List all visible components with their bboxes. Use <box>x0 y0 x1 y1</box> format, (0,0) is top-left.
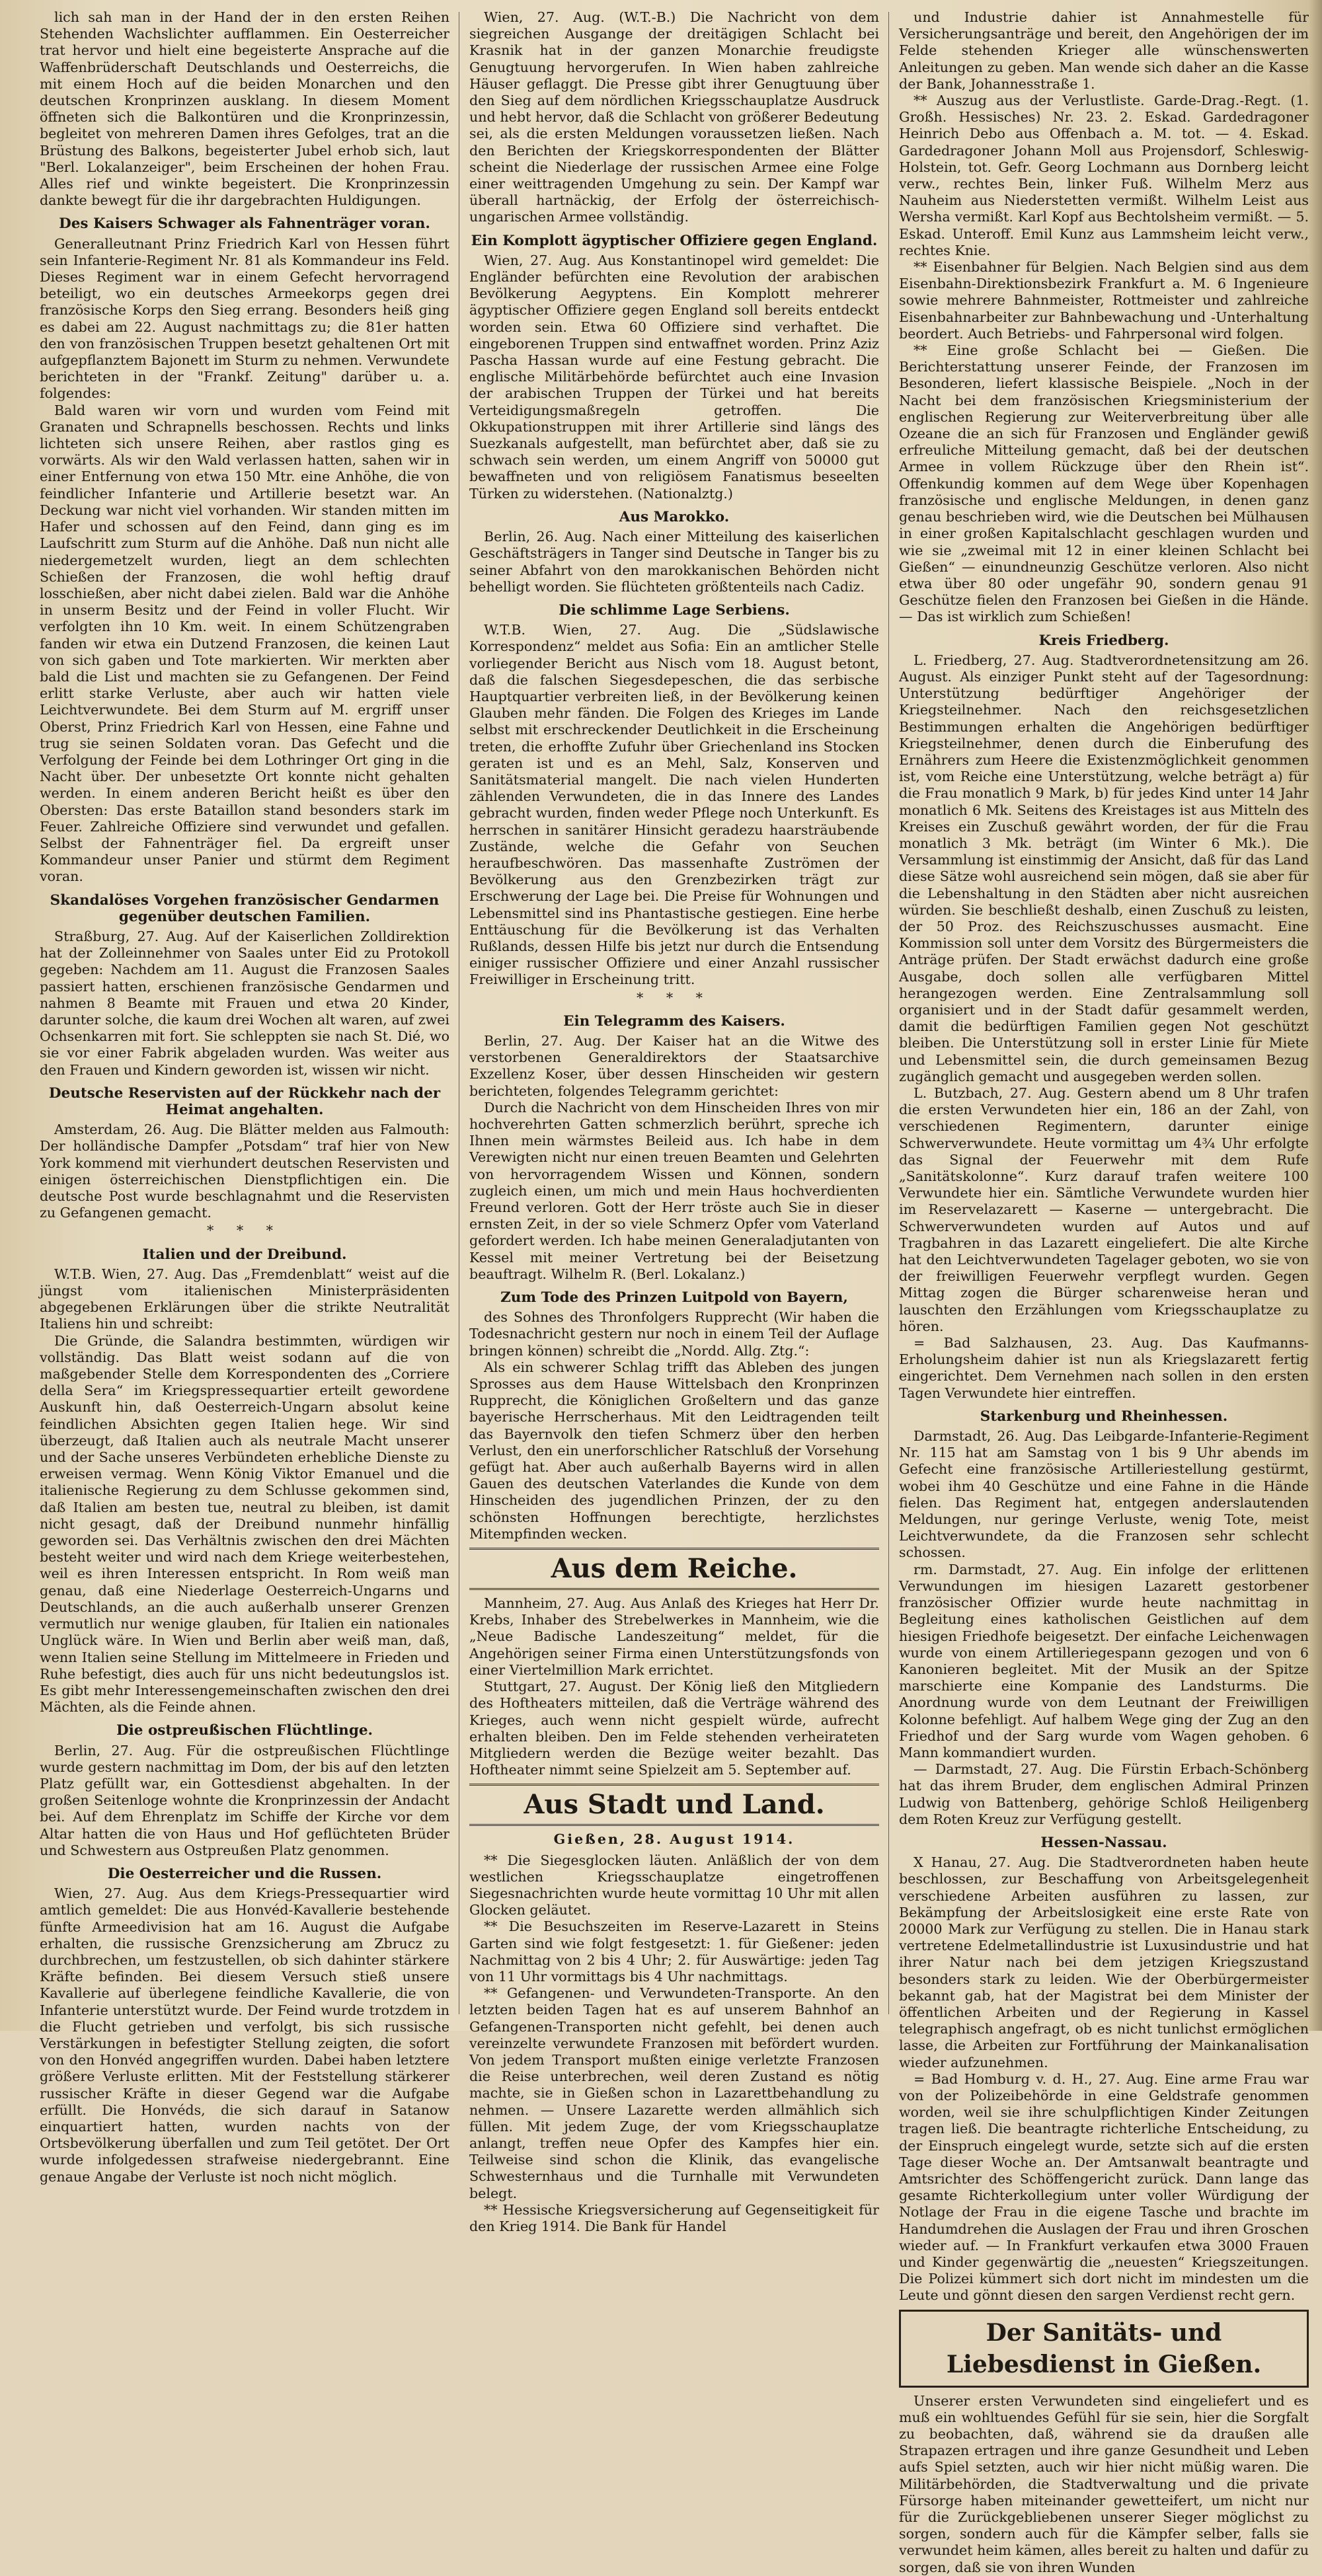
article-headline: Starkenburg und Rheinhessen. <box>980 1408 1228 1425</box>
article-paragraph: W.T.B. Wien, 27. Aug. Das „Fremdenblatt“ weist auf die jüngst vom italienischen Ministerpräsidenten abgegebenen Erklärungen über die strikte Neutralität Italiens hin und schreibt: <box>40 1266 449 1332</box>
article-headline: Aus Marokko. <box>619 508 730 525</box>
article-paragraph: ** Gefangenen- und Verwundeten-Transporte. An den letzten beiden Tagen hat es auf unserem Bahnhof an Gefangenen-Transporten nicht gefehlt, bei denen auch vereinzelte verwundete Franzosen mit befördert wurden. Von jedem Transport mußten einige verletzte Franzosen die Reise unterbrechen, weil deren Zustand es nötig machte, sie in Gießen schon in Lazarettbehandlung zu nehmen. — Unsere Lazarette werden allmählich sich füllen. Mit jedem Zuge, der vom Kriegsschauplatze anlangt, treffen neue Opfer des Kampfes hier ein. Teilweise sind schon die Klinik, das evangelische Schwesternhaus und die Turnhalle mit Verwundeten belegt. <box>469 1985 879 2201</box>
article-headline: Zum Tode des Prinzen Luitpold von Bayern, <box>500 1289 848 1307</box>
article-paragraph: Wien, 27. Aug. (W.T.-B.) Die Nachricht von dem siegreichen Ausgange der dreitägigen Schlacht bei Krasnik hat in der ganzen Monarchie freudigste Genugtuung hervorgerufen. In Wien haben zahlreiche Häuser geflaggt. Die Presse gibt ihrer Genugtuung über den Sieg auf dem nördlichen Kriegsschauplatze Ausdruck und hebt hervor, daß die Schlacht von größerer Bedeutung sei, als die ersten Meldungen voraussetzen ließen. Nach den Berichten der Kriegskorrespondenten der Blätter scheint die Niederlage der russischen Armee eine Folge einer weittragenden Umgehung zu sein. Der Kampf war überall hartnäckig, der Erfolg der österreichisch-ungarischen Armee vollständig. <box>469 9 879 225</box>
article-paragraph: Stuttgart, 27. August. Der König ließ den Mitgliedern des Hoftheaters mitteilen, daß die Verträge während des Krieges, auch wenn nicht gespielt würde, aufrecht erhalten bleiben. Den im Felde stehenden verheirateten Mitgliedern werden die Bezüge weiter bezahlt. Das Hoftheater nimmt seine Spielzeit am 5. September auf. <box>469 1679 879 1778</box>
article-headline: Deutsche Reservisten auf der Rückkehr nach der Heimat angehalten. <box>48 1084 441 1118</box>
article-paragraph: rm. Darmstadt, 27. Aug. Ein infolge der erlittenen Verwundungen im hiesigen Lazarett gestorbener französischer Offizier wurde heute nachmittag in Begleitung eines katholischen Geistlichen auf dem hiesigen Friedhofe beigesetzt. Der einfache Leichenwagen wurde von einem Artilleriegespann gezogen und von 6 Kanonieren begleitet. Mit der Musik an der Spitze marschierte eine Kompanie des Landsturms. Die Anordnung wurde von dem Leutnant der Freiwilligen Kolonne befehligt. Auf halbem Wege ging der Zug an den Friedhof und der Sarg wurde vom Wagen gehoben. 6 Mann kommandiert wurden. <box>899 1561 1309 1761</box>
article-paragraph: Durch die Nachricht von dem Hinscheiden Ihres von mir hochverehrten Gatten schmerzlich berührt, spreche ich Ihnen mein wärmstes Beileid aus. Ich habe in dem Verewigten nicht nur einen treuen Beamten und Gelehrten von hervorragendem Wissen und Können, sondern zugleich einen, um mich und mein Haus hochverdienten Freund verloren. Gott der Herr tröste auch Sie in dieser ernsten Zeit, in der so viele Schmerz Opfer vom Vaterland gefordert werden. Ich habe meinen Generaladjutanten von Kessel mit meiner Vertretung bei der Beisetzung beauftragt. Wilhelm R. (Berl. Lokalanz.) <box>469 1099 879 1282</box>
article-paragraph: Als ein schwerer Schlag trifft das Ableben des jungen Sprosses aus dem Hause Wittelsbach den Kronprinzen Rupprecht, die Königlichen Großeltern und das ganze bayerische Herrscherhaus. Mit den Leidtragenden teilt das Bayernvolk den tiefen Schmerz über den herben Verlust, den ein unerforschlicher Ratschluß der Vorsehung gefügt hat. Aber auch außerhalb Bayerns wird in allen Gauen des deutschen Vaterlandes die Kunde von dem Hinscheiden des jugendlichen Prinzen, der zu den schönsten Hoffnungen berechtigte, herzlichstes Mitempfinden wecken. <box>469 1359 879 1542</box>
article-paragraph: L. Butzbach, 27. Aug. Gestern abend um 8 Uhr trafen die ersten Verwundeten hier ein, 186 an der Zahl, von verschiedenen Regimentern, darunter einige Schwerverwundete. Heute vormittag um 4¾ Uhr erfolgte das Signal der Feuerwehr mit dem Rufe „Sanitätskolonne“. Kurz darauf trafen weitere 100 Verwundete hier ein. Sämtliche Verwundete wurden hier im Reservelazarett — Kaserne — untergebracht. Die Schwerverwundeten wurden auf Autos und auf Tragbahren in das Lazarett eingeliefert. Die alte Kirche hat den Leichtverwundeten Tagelager geboten, wo sie von der freiwilligen Feuerwehr verpflegt wurden. Gegen Mittag zogen die Bürger scharenweise heran und lauschten den Erzählungen vom Kriegsschauplatze zu hören. <box>899 1085 1309 1334</box>
article-paragraph: Berlin, 26. Aug. Nach einer Mitteilung des kaiserlichen Geschäftsträgers in Tanger sind Deutsche in Tanger bis zu seiner Abfahrt von den marokkanischen Behörden nicht behelligt worden. Sie flüchteten größtenteils nach Cadiz. <box>469 529 879 595</box>
article-headline: Skandalöses Vorgehen französischer Gendarmen gegenüber deutschen Familien. <box>50 891 440 925</box>
article-paragraph: L. Friedberg, 27. Aug. Stadtverordnetensitzung am 26. August. Als einziger Punkt steht auf der Tagesordnung: Unterstützung bedürftiger Angehöriger der Kriegsteilnehmer. Nach den reichsgesetzlichen Bestimmungen erhalten die Angehörigen bedürftiger Kriegsteilnehmer, denen durch die Einberufung des Ernährers zum Heere die Existenzmöglichkeit genommen ist, vom Reiche eine Unterstützung, welche beträgt a) für die Frau monatlich 9 Mark, b) für jedes Kind unter 14 Jahr monatlich 6 Mk. Seitens des Kreistages ist aus Mitteln des Kreises ein Zuschuß gewährt worden, der für die Frau monatlich 3 Mk. beträgt (im Winter 6 Mk.). Die Versammlung ist einstimmig der Ansicht, daß für das Land diese Sätze wohl ausreichend sein mögen, daß sie aber für die Lebenshaltung in den Städten aber nicht ausreichen würden. Sie beschließt deshalb, einen Zuschuß zu leisten, der 50 Proz. des Reichszuschusses ausmacht. Eine Kommission soll unter dem Vorsitz des Bürgermeisters die Anträge prüfen. Der Stadt erwächst dadurch eine große Ausgabe, doch sollen alle verfügbaren Mittel herangezogen werden. Eine Zentralsammlung soll organisiert und in der Stadt dafür gesammelt werden, damit die bedürftigen Familien gegen Not geschützt bleiben. Die Unterstützung soll in erster Linie für Miete und Lebensmittel sein, die durch gemeinsamen Bezug zugänglich gemacht und ausgegeben werden sollen. <box>899 652 1309 1084</box>
article-paragraph: Straßburg, 27. Aug. Auf der Kaiserlichen Zolldirektion hat der Zolleinnehmer von Saales unter Eid zu Protokoll gegeben: Nachdem am 11. August die Franzosen Saales passiert hatten, erschienen französische Gendarmen und nahmen 8 Beamte mit Frauen und etwa 20 Kinder, darunter solche, die kaum drei Wochen alt waren, auf zwei Ochsenkarren mit fort. Sie schleppten sie nach St. Dié, wo sie vor einer Fabrik abgeladen wurden. Was weiter aus den Frauen und Kindern geworden ist, wissen wir nicht. <box>40 928 449 1078</box>
article-paragraph: Berlin, 27. Aug. Der Kaiser hat an die Witwe des verstorbenen Generaldirektors der Staatsarchive Exzellenz Koser, über dessen Hinscheiden wir gestern berichteten, folgendes Telegramm gerichtet: <box>469 1032 879 1099</box>
article-headline: Die schlimme Lage Serbiens. <box>559 601 790 619</box>
article-paragraph: Generalleutnant Prinz Friedrich Karl von Hessen führt sein Infanterie-Regiment Nr. 81 als Kommandeur ins Feld. Dieses Regiment war in einem Gefecht hervorragend beteiligt, wo ein deutsches Armeekorps gegen drei französische Korps den Sieg errang. Besonders heiß ging es dabei am 22. August nachmittags zu; die 81er hatten den von französischen Truppen besetzt gehaltenen Ort mit aufgepflanztem Bajonett im Sturm zu nehmen. Verwundete berichteten in der "Frankf. Zeitung" darüber u. a. folgendes: <box>40 235 449 402</box>
article-headline: Hessen-Nassau. <box>1040 1834 1167 1851</box>
section-heading-boxed: Der Sanitäts- und Liebesdienst in Gießen. <box>899 2310 1309 2388</box>
dateline: Gießen, 28. August 1914. <box>553 1831 795 1848</box>
article-paragraph: ** Eisenbahner für Belgien. Nach Belgien sind aus dem Eisenbahn-Direktionsbezirk Frankfurt a. M. 6 Ingenieure sowie mehrere Bahnmeister, Rottmeister und zahlreiche Eisenbahnarbeiter zur Bahnbewachung und -Unterhaltung beordert. Auch Betriebs- und Fahrpersonal wird folgen. <box>899 259 1309 342</box>
column-3 <box>899 9 1309 2575</box>
article-paragraph: Bald waren wir vorn und wurden vom Feind mit Granaten und Schrapnells beschossen. Rechts und links lichteten sich unsere Reihen, aber rastlos ging es vorwärts. Als wir den Wald verlassen hatten, sahen wir in einer Entfernung von etwa 150 Mtr. eine Anhöhe, die von feindlicher Infanterie und Artillerie besetzt war. An Deckung war nicht viel vorhanden. Wir standen mitten im Hafer und schossen auf den Feind, dann ging es im Laufschritt zum Sturm auf die Anhöhe. Daß nun nicht alle niedergemetzelt wurden, liegt an dem schlechten Schießen der Franzosen, die wohl heftig drauf losschießen, aber nicht dabei zielen. Bald war die Anhöhe in unserm Besitz und der Feind in voller Flucht. Wir verfolgten ihn 10 Km. weit. In einem Schützengraben fanden wir etwa ein Dutzend Franzosen, die keinen Laut von sich gaben und Tote markierten. Wir merkten aber bald die List und machten sie zu Gefangenen. Der Feind erlitt starke Verluste, aber auch wir hatten viele Leichtverwundete. Bei dem Sturm auf M. ergriff unser Oberst, Prinz Friedrich Karl von Hessen, eine Fahne und trug sie seinen Soldaten voran. Das Gefecht und die Verfolgung der Feinde bei dem Lothringer Ort ging in die Nacht über. Der unbesetzte Ort konnte nicht gehalten werden. In einem anderen Bericht heißt es über den Obersten: Das erste Bataillon stand besonders stark im Feuer. Zahlreiche Offiziere sind verwundet und gefallen. Selbst der Fahnenträger fiel. Da ergreift unser Kommandeur unser Panier und stürmt dem Regiment voran. <box>40 402 449 885</box>
section-heading: Aus Stadt und Land. <box>469 1784 879 1826</box>
article-headline: Des Kaisers Schwager als Fahnenträger voran. <box>59 215 430 233</box>
article-paragraph: Unserer ersten Verwundeten sind eingeliefert und es muß ein wohltuendes Gefühl für sie sein, hier die Sorgfalt zu beobachten, daß, während sie da draußen alle Strapazen ertragen und ihre ganze Gesundheit und Leben aufs Spiel setzten, auch wir hier nicht müßig waren. Die Militärbehörden, die Stadtverwaltung und die private Fürsorge haben miteinander gewetteifert, um nicht nur für die Zurückgebliebenen unserer Sieger möglichst zu sorgen, sondern auch für die Kämpfer selber, falls sie verwundet heim kämen, alles bereit zu halten und dafür zu sorgen, daß sie von ihren Wunden <box>899 2392 1309 2575</box>
article-paragraph: ** Die Besuchszeiten im Reserve-Lazarett in Steins Garten sind wie folgt festgesetzt: 1. für Gießener: jeden Nachmittag von 2 bis 4 Uhr; 2. für Auswärtige: jeden Tag von 11 Uhr vormittags bis 4 Uhr nachmittags. <box>469 1918 879 1985</box>
article-paragraph: — Darmstadt, 27. Aug. Die Fürstin Erbach-Schönberg hat das ihrem Bruder, dem englischen Admiral Prinzen Ludwig von Battenberg, gehörige Schloß Heiligenberg dem Roten Kreuz zur Verfügung gestellt. <box>899 1761 1309 1827</box>
article-paragraph: ** Die Siegesglocken läuten. Anläßlich der von dem westlichen Kriegsschauplatze eingetroffenen Siegesnachrichten wurde heute vormittag 10 Uhr mit allen Glocken geläutet. <box>469 1852 879 1918</box>
article-paragraph: lich sah man in der Hand der in den ersten Reihen Stehenden Wachslichter aufflammen. Ein Oesterreicher trat hervor und hielt eine begeisterte Ansprache auf die Waffenbrüderschaft Deutschlands und Oesterreichs, die mit einem Hoch auf die beiden Monarchen und den deutschen Kronprinzen ausklang. In diesem Moment öffneten sich die Balkontüren und die Kronprinzessin, begleitet von mehreren Damen ihres Gefolges, trat an die Brüstung des Balkons, begeisterter Jubel erhob sich, laut "Berl. Lokalanzeiger", beim Erscheinen der hohen Frau. Alles rief und winkte begeistert. Die Kronprinzessin dankte bewegt für die ihr dargebrachten Huldigungen. <box>40 9 449 209</box>
article-headline: Ein Telegramm des Kaisers. <box>563 1012 785 1030</box>
article-paragraph: und Industrie dahier ist Annahmestelle für Versicherungsanträge und bereit, den Angehörigen der im Felde stehenden Krieger alle wünschenswerten Anleitungen zu geben. Man wende sich daher an die Kasse der Bank, Johannesstraße 1. <box>899 9 1309 92</box>
article-paragraph: W.T.B. Wien, 27. Aug. Die „Südslawische Korrespondenz“ meldet aus Sofia: Ein an amtlicher Stelle vorliegender Bericht aus Nisch vom 18. August betont, daß die falschen Siegesdepeschen, die das serbische Hauptquartier verbreiten ließ, in der Bevölkerung keinen Glauben mehr fänden. Die Folgen des Krieges im Lande selbst mit erschreckender Deutlichkeit in die Erscheinung treten, die erhoffte Zufuhr über Griechenland ins Stocken geraten ist und es an Mehl, Salz, Konserven und Sanitätsmaterial mangelt. Die nach vielen Hunderten zählenden Verwundeten, die in das Innere des Landes gebracht wurden, finden weder Pflege noch Unterkunft. Es herrschen in sanitärer Hinsicht geradezu haarsträubende Zustände, welche die Gefahr von Seuchen heraufbeschwören. Das massenhafte Zuströmen der Bevölkerung aus den Grenzbezirken trägt zur Erschwerung der Lage bei. Die Preise für Wohnungen und Lebensmittel sind ins Phantastische gestiegen. Eine herbe Enttäuschung für die Bevölkerung ist das Verhalten Rußlands, dessen Hilfe bis jetzt nur durch die Entsendung einiger russischer Offiziere und einer Anzahl russischer Freiwilliger in Erscheinung tritt. <box>469 622 879 988</box>
article-paragraph: des Sohnes des Thronfolgers Rupprecht (Wir haben die Todesnachricht gestern nur noch in einem Teil der Auflage bringen können) schreibt die „Nordd. Allg. Ztg.“: <box>469 1309 879 1359</box>
column-rule <box>888 12 889 2014</box>
article-paragraph: X Hanau, 27. Aug. Die Stadtverordneten haben heute beschlossen, zur Beschaffung von Arbeitsgelegenheit verschiedene Arbeiten ausführen zu lassen, zur Bekämpfung der Arbeitslosigkeit eine erste Rate von 20000 Mark zur Verfügung zu stellen. Die in Hanau stark vertretene Edelmetallindustrie ist Luxusindustrie und hat ihrer Natur nach bei dem jetzigen Kriegszustand besonders stark zu leiden. Wie der Oberbürgermeister bekannt gab, hat der Magistrat bei dem Minister der öffentlichen Arbeiten und der Regierung in Kassel telegraphisch angefragt, ob es nicht tunlichst ermöglichen lasse, die Arbeiten zur Fortführung der Mainkanalisation wieder aufzunehmen. <box>899 1854 1309 2070</box>
article-headline: Italien und der Dreibund. <box>142 1246 347 1263</box>
article-paragraph: Berlin, 27. Aug. Für die ostpreußischen Flüchtlinge wurde gestern nachmittag im Dom, der bis auf den letzten Platz gefüllt war, ein Gottesdienst abgehalten. In der großen Seitenloge wohnte die Kronprinzessin der Andacht bei. Auf dem Ehrenplatz im Schiffe der Kirche vor dem Altar hatten die von Haus und Hof geflüchteten Brüder und Schwestern aus Ostpreußen Platz genommen. <box>40 1742 449 1858</box>
article-headline: Die ostpreußischen Flüchtlinge. <box>116 1722 373 1739</box>
article-paragraph: = Bad Homburg v. d. H., 27. Aug. Eine arme Frau war von der Polizeibehörde in eine Geldstrafe genommen worden, weil sie ihre schulpflichtigen Kinder Zeitungen tragen ließ. Die beantragte richterliche Entscheidung, zu der Einspruch eingelegt wurde, setzte sich auf die ersten Tage dieser Woche an. Der Amtsanwalt beantragte und Amtsrichter des Schöffengericht zurück. Dann lange das gesamte Richterkollegium unter voller Würdigung der Notlage der Frau in die eigene Tasche und brachte im Handumdrehen die Auslagen der Frau und ihren Groschen wieder auf. — In Frankfurt verkaufen etwa 3000 Frauen und Kinder gegenwärtig die „neuesten“ Kriegszeitungen. Die Polizei kümmert sich dort nicht im mindesten um die Leute und gönnt diesen den sargen Verdienst recht gern. <box>899 2070 1309 2304</box>
article-paragraph: Wien, 27. Aug. Aus Konstantinopel wird gemeldet: Die Engländer befürchten eine Revolution der arabischen Bevölkerung Aegyptens. Ein Komplott mehrerer ägyptischer Offiziere gegen England soll bereits entdeckt worden sein. Etwa 60 Offiziere sind verhaftet. Die eingeborenen Truppen sind entwaffnet worden. Prinz Aziz Pascha Hassan wurde auf eine Festung gebracht. Die englische Militärbehörde befürchtet auch eine Invasion der arabischen Truppen der Türkei und hat bereits Verteidigungsmaßregeln getroffen. Die Okkupationstruppen mit ihrer Artillerie sind längs des Suezkanals aufgestellt, man befürchtet aber, daß sie zu schwach sein werden, um einem Angriff von 50000 gut bewaffneten und von religiösem Fanatismus beseelten Türken zu widerstehen. (Nationalztg.) <box>469 252 879 502</box>
section-divider: * * * <box>637 989 712 1006</box>
article-paragraph: = Bad Salzhausen, 23. Aug. Das Kaufmanns-Erholungsheim dahier ist nun als Kriegslazarett fertig eingerichtet. Dem Vernehmen nach sollen in den ersten Tagen Verwundete hier eintreffen. <box>899 1335 1309 1401</box>
section-divider: * * * <box>207 1223 282 1239</box>
article-paragraph: Wien, 27. Aug. Aus dem Kriegs-Pressequartier wird amtlich gemeldet: Die aus Honvéd-Kavallerie bestehende fünfte Armeedivision hat am 16. August die Aufgabe erhalten, die russische Grenzsicherung am Zbrucz zu durchbrechen, um festzustellen, ob sich dahinter stärkere Kräfte befinden. Bei diesem Versuch stieß unsere Kavallerie auf überlegene feindliche Kavallerie, die von Infanterie unterstützt wurde. Der Feind wurde trotzdem in die Flucht getrieben und verfolgt, bis sich russische Verstärkungen in befestigter Stellung zeigten, die sofort von den Honvéd angegriffen wurden. Dabei haben letztere größere Verluste erlitten. Mit der Feststellung stärkerer russischer Kräfte in dieser Gegend war die Aufgabe erfüllt. Die Honvéds, die sich darauf in Satanow einquartiert hatten, wurden nachts von der Ortsbevölkerung überfallen und zum Teil getötet. Der Ort wurde infolgedessen strafweise niedergebrannt. Eine genaue Angabe der Verluste ist noch nicht möglich. <box>40 1885 449 2185</box>
article-paragraph: Mannheim, 27. Aug. Aus Anlaß des Krieges hat Herr Dr. Krebs, Inhaber des Strebelwerkes in Mannheim, wie die „Neue Badische Landeszeitung“ meldet, für die Angehörigen seiner Firma einen Unterstützungsfonds von einer Viertelmillion Mark errichtet. <box>469 1595 879 1678</box>
article-paragraph: ** Hessische Kriegsversicherung auf Gegenseitigkeit für den Krieg 1914. Die Bank für Handel <box>469 2201 879 2234</box>
article-paragraph: ** Auszug aus der Verlustliste. Garde-Drag.-Regt. (1. Großh. Hessisches) Nr. 23. 2. Eskad. Gardedragoner Heinrich Debo aus Offenbach a. M. tot. — 4. Eskad. Gardedragoner Johann Moll aus Projensdorf, Schleswig-Holstein, tot. Gefr. Georg Lochmann aus Dornberg leicht verw., rechtes Bein, linker Fuß. Wilhelm Merz aus Nauheim aus Niederstetten vermißt. Wilhelm Leist aus Wersha vermißt. Karl Kopf aus Bechtolsheim vermißt. — 5. Eskad. Unteroff. Emil Kunz aus Lammsheim leicht verw., rechtes Knie. <box>899 93 1309 258</box>
article-headline: Kreis Friedberg. <box>1038 632 1169 649</box>
article-paragraph: Darmstadt, 26. Aug. Das Leibgarde-Infanterie-Regiment Nr. 115 hat am Samstag von 1 bis 9 Uhr abends im Gefecht eine französische Artilleriestellung gestürmt, wobei ihm 40 Geschütze und eine Fahne in die Hände fielen. Das Regiment hat, entgegen anderslautenden Meldungen, nur geringe Verluste, wenig Tote, meist Leichtverwundete, da die Franzosen sehr schlecht schossen. <box>899 1428 1309 1561</box>
article-headline: Die Oesterreicher und die Russen. <box>107 1865 382 1882</box>
article-paragraph: ** Eine große Schlacht bei — Gießen. Die Berichterstattung unserer Feinde, der Franzosen im Besonderen, liefert klassische Beispiele. „Noch in der Nacht bei dem französischen Kriegsministerium der englischen Regierung zur Weiterverbreitung über alle Ozeane die an sich für Franzosen und Engländer gewiß erfreuliche Mitteilung gemacht, daß bei der deutschen Armee in vollem Rückzuge über den Rhein ist“. Offenkundig kommen auf dem Wege über Kopenhagen französische und englische Meldungen, in denen ganz genau beschrieben wird, wie die Deutschen bei Mülhausen in einer großen Kapitalschlacht geschlagen wurden und wie sie „zweimal mit 12 in einer kleinen Schlacht bei Gießen“ — einundneunzig Geschütze verloren. Also nicht etwa über 80 oder ungefähr 90, sondern genau 91 Geschütze fielen den Franzosen bei Gießen in die Hände. — Das ist wirklich zum Schießen! <box>899 342 1309 625</box>
column-1 <box>40 9 449 2185</box>
column-2 <box>469 9 879 2234</box>
section-heading: Aus dem Reiche. <box>469 1548 879 1590</box>
article-paragraph: Die Gründe, die Salandra bestimmten, würdigen wir vollständig. Das Blatt weist sodann auf die von maßgebender Stelle dem Korrespondenten des „Corriere della Sera“ im Kriegspressequartier erteilt gewordene Auskunft hin, daß Oesterreich-Ungarn absolut keine feindlichen Absichten gegen Italien hege. Wir sind überzeugt, daß Italien auch als neutrale Macht unserer und der Sache unseres Verbündeten erhebliche Dienste zu erweisen vermag. Wenn König Viktor Emanuel und die italienische Regierung zu dem Schlusse gekommen sind, daß Italien am besten tue, neutral zu bleiben, ist damit nicht gesagt, daß der Dreibund nunmehr hinfällig geworden sei. Das Verhältnis zwischen den drei Mächten besteht weiter und wird nach dem Kriege weiterbestehen, weil es ihren Interessen entspricht. In Rom weiß man genau, daß eine Niederlage Oesterreich-Ungarns und Deutschlands, an die auch außerhalb unserer Grenzen vermutlich nur wenige glauben, für Italien ein nationales Unglück wäre. In Wien und Berlin aber weiß man, daß, wenn Italien seine Stellung im Mittelmeere in Frieden und Ruhe befestigt, dies auch für uns nicht bedeutungslos ist. Es gibt mehr Interessengemeinschaften zwischen den drei Mächten, als die Feinde ahnen. <box>40 1332 449 1716</box>
article-paragraph: Amsterdam, 26. Aug. Die Blätter melden aus Falmouth: Der holländische Dampfer „Potsdam“ traf hier von New York kommend mit vierhundert deutschen Reservisten und einigen österreichischen Dienstpflichtigen ein. Die deutsche Post wurde beschlagnahmt und die Reservisten zu Gefangenen gemacht. <box>40 1121 449 1221</box>
article-headline: Ein Komplott ägyptischer Offiziere gegen England. <box>471 232 878 249</box>
page-fold-shadow <box>1309 0 1322 2031</box>
